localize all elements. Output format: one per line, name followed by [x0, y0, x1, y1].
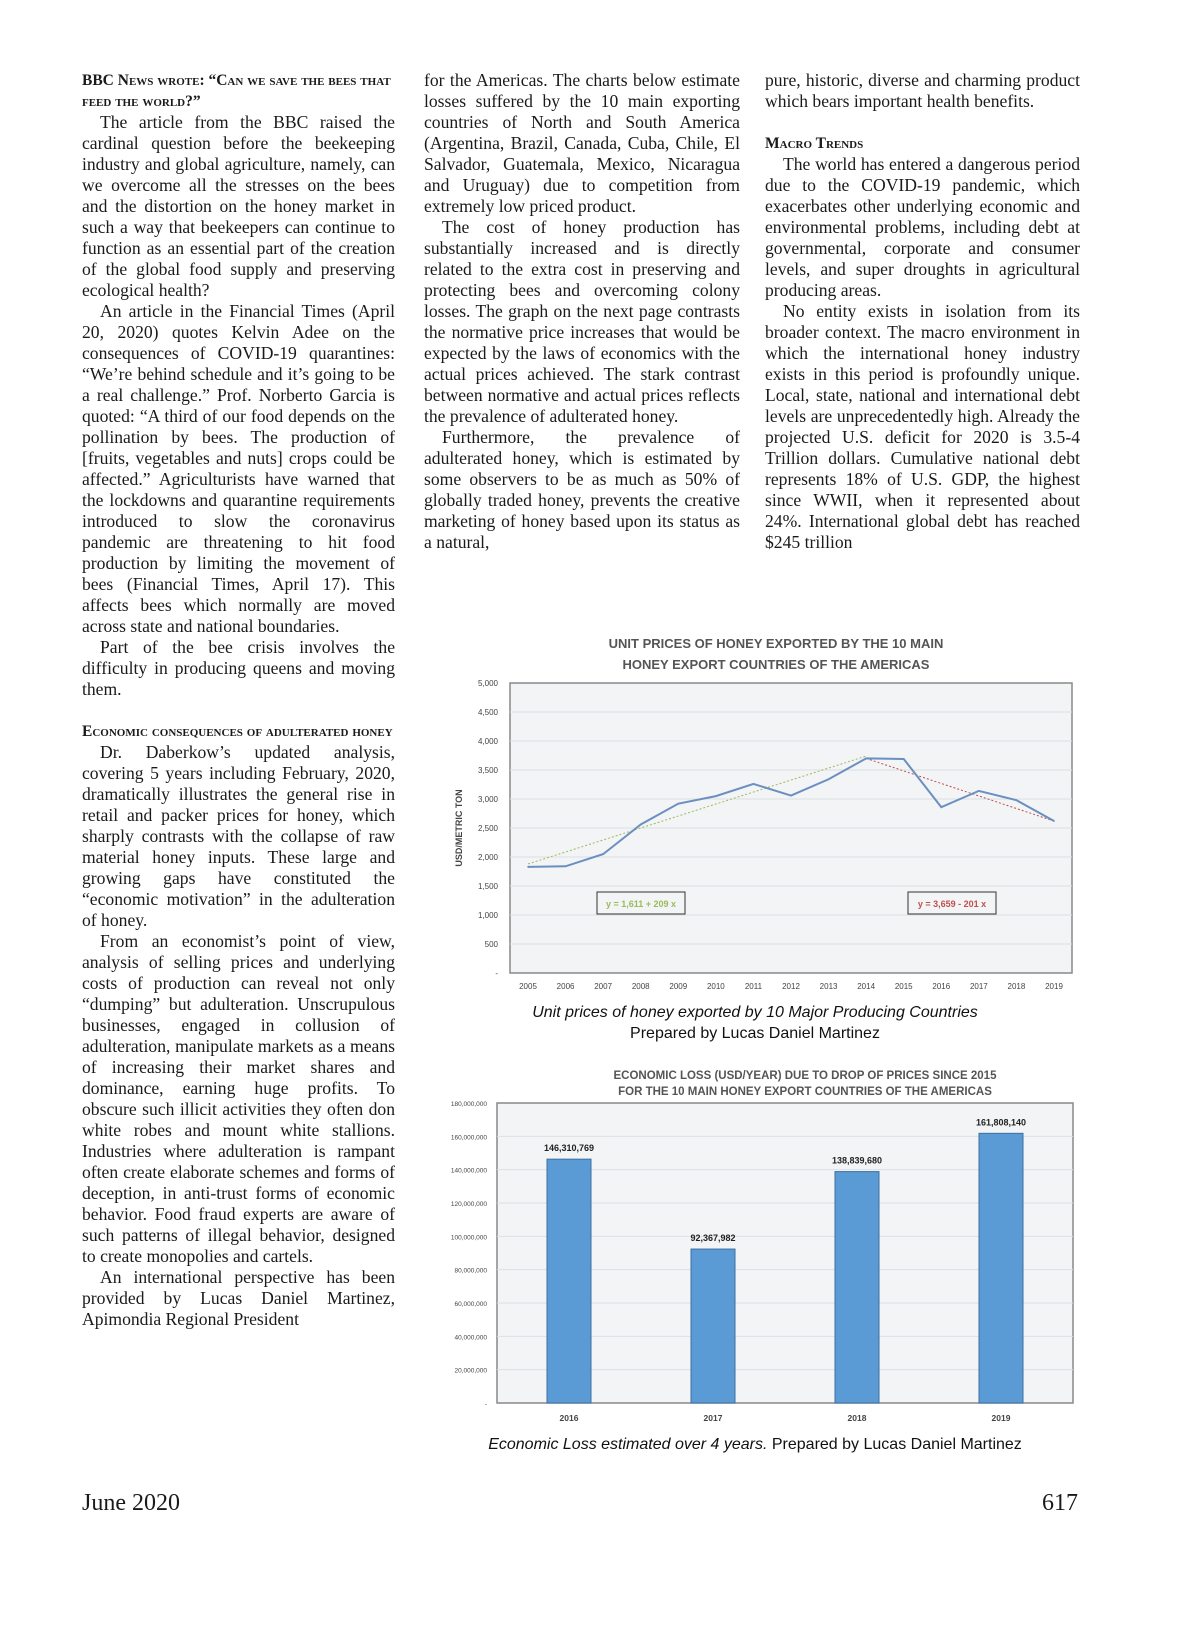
section-heading: Economic consequences of adulterated honey: [82, 723, 393, 740]
paragraph: An article in the Financial Times (April 20, 2020) quotes Kelvin Adee on the consequences of COVID-19 quarantines: “We’re behind schedule and it’s going to be a real challenge.” Prof. Norberto Garcia is quoted: “A third of our food depends on the pollination by bees. The production of [fruits, vegetables and nuts] crops could be affected.” Agriculturists have warned that the lockdowns and quarantine requirements introduced to slow the coronavirus pandemic are threatening to hit food production by limiting the movement of bees (Financial Times, April 17). This affects bees which normally are moved across state and national boundaries.: [82, 301, 395, 636]
data-point: [790, 795, 792, 797]
chart-title: ECONOMIC LOSS (USD/YEAR) DUE TO DROP OF PRICES SINCE 2015: [613, 1070, 997, 1082]
y-tick-label: 1,500: [477, 882, 498, 891]
y-tick-label: 500: [484, 940, 498, 949]
text-column-1: [82, 70, 395, 1330]
y-tick-label: 2,500: [477, 824, 498, 833]
paragraph: An international perspective has been provided by Lucas Daniel Martinez, Apimondia Regional President: [82, 1267, 395, 1329]
chart-title: HONEY EXPORT COUNTRIES OF THE AMERICAS: [622, 657, 930, 672]
x-tick-label: 2009: [669, 982, 688, 991]
y-tick-label: 3,000: [477, 795, 498, 804]
y-tick-label: 20,000,000: [454, 1367, 487, 1375]
data-point: [1016, 799, 1018, 801]
section-heading: Macro Trends: [765, 135, 864, 152]
data-point: [527, 866, 529, 868]
footer-date: June 2020: [82, 1490, 180, 1516]
bar-value-label: 161,808,140: [975, 1117, 1027, 1128]
section-heading: BBC News wrote: “Can we save the bees that feed the world?”: [82, 72, 391, 110]
y-tick-label: 5,000: [477, 679, 498, 688]
paragraph: for the Americas. The charts below estimate losses suffered by the 10 main exporting countries of North and South America (Argentina, Brazil, Canada, Cuba, Chile, El Salvador, Guatemala, Mexico, Nicaragua and Uruguay) due to competition from extremely low priced product.: [424, 70, 740, 216]
x-tick-label: 2018: [1007, 982, 1026, 991]
x-tick-label: 2008: [631, 982, 650, 991]
x-tick-label: 2017: [703, 1413, 723, 1423]
y-tick-label: 3,500: [477, 766, 498, 775]
x-tick-label: 2005: [519, 982, 537, 991]
y-tick-label: 120,000,000: [450, 1201, 487, 1208]
trendline-equation: y = 3,659 - 201 x: [917, 899, 987, 909]
y-tick-label: 140,000,000: [450, 1167, 487, 1175]
y-tick-label: 4,000: [477, 737, 498, 746]
data-point: [1053, 820, 1055, 822]
y-tick-label: 2,000: [477, 853, 498, 862]
y-tick-label: 160,000,000: [450, 1134, 487, 1142]
chart2-caption: [440, 1434, 1070, 1455]
paragraph: The world has entered a dangerous period due to the COVID-19 pandemic, which exacerbates other underlying economic and environmental problems, including debt at governmental, corporate and consumer levels, and super droughts in agricultural producing areas.: [765, 154, 1080, 300]
x-tick-label: 2018: [847, 1413, 867, 1423]
x-tick-label: 2017: [969, 982, 988, 991]
data-point: [903, 758, 905, 760]
text-column-2: [424, 70, 740, 553]
y-tick-label: 100,000,000: [450, 1234, 487, 1242]
data-point: [715, 795, 717, 797]
economic-loss-bar-chart: [430, 1060, 1090, 1430]
x-tick-label: 2016: [932, 982, 951, 991]
bar: [979, 1133, 1023, 1403]
trendline-equation: y = 1,611 + 209 x: [605, 899, 677, 909]
paragraph: pure, historic, diverse and charming product which bears important health benefits.: [765, 70, 1080, 111]
paragraph: No entity exists in isolation from its broader context. The macro environment in which the international honey industry exists in this period is profoundly unique. Local, state, national and international debt levels are unprecedentedly high. Already the projected U.S. deficit for 2020 is 3.5-4 Trillion dollars. Cumulative national debt represents 18% of U.S. GDP, the highest since WWII, when it represented about 24%. International global debt has reached $245 trillion: [765, 301, 1080, 552]
x-tick-label: 2013: [819, 982, 838, 991]
bar: [835, 1172, 879, 1403]
bar: [547, 1159, 591, 1403]
y-tick-label: -: [484, 1401, 487, 1408]
x-tick-label: 2007: [594, 982, 613, 991]
y-tick-label: 1,000: [477, 911, 498, 920]
chart1-caption-line2: Prepared by Lucas Daniel Martinez: [630, 1025, 880, 1042]
paragraph: The cost of honey production has substantially increased and is directly related to the extra cost in preserving and protecting bees and overcoming colony losses. The graph on the next page contrasts the normative price increases that would be expected by the laws of economics with the actual prices achieved. The stark contrast between normative and actual prices reflects the prevalence of adulterated honey.: [424, 217, 740, 426]
paragraph: From an economist’s point of view, analysis of selling prices and underlying costs of production can reveal not only “dumping” but adulteration. Unscrupulous businesses, engaged in collusion of adulteration, manipulate markets as a means of increasing their market shares and dominance, earning huge profits. To obscure such illicit activities they often don white robes and mount white stallions. Industries where adulteration is rampant often create elaborate schemes and forms of deception, in anti-trust forms of economic behavior. Food fraud experts are aware of such patterns of illegal behavior, designed to create monopolies and cartels.: [82, 931, 395, 1266]
chart2-caption-plain: Prepared by Lucas Daniel Martinez: [767, 1436, 1022, 1453]
chart2-caption-italic: Economic Loss estimated over 4 years.: [488, 1436, 768, 1453]
x-tick-label: 2006: [556, 982, 575, 991]
y-tick-label: 4,500: [477, 708, 498, 717]
x-tick-label: 2019: [1045, 982, 1063, 991]
chart1-caption-line1: Unit prices of honey exported by 10 Major Producing Countries: [532, 1004, 978, 1021]
y-tick-label: 60,000,000: [454, 1301, 487, 1308]
data-point: [602, 853, 604, 855]
bar-value-label: 138,839,680: [831, 1155, 883, 1166]
x-tick-label: 2016: [559, 1413, 579, 1423]
y-axis-label: USD/METRIC TON: [454, 789, 464, 867]
y-tick-label: 180,000,000: [450, 1101, 487, 1108]
bar-value-label: 92,367,982: [690, 1233, 736, 1244]
footer-page-number: 617: [1042, 1490, 1078, 1516]
x-tick-label: 2019: [991, 1413, 1011, 1423]
text-column-3: [765, 70, 1080, 553]
data-point: [640, 824, 642, 826]
data-point: [677, 803, 679, 805]
data-point: [940, 806, 942, 808]
chart1-caption: [440, 1002, 1070, 1044]
data-point: [828, 778, 830, 780]
unit-price-line-chart: [440, 628, 1090, 998]
bar-value-label: 146,310,769: [543, 1143, 595, 1154]
y-tick-label: 40,000,000: [454, 1334, 487, 1342]
x-tick-label: 2015: [894, 982, 913, 991]
paragraph: Furthermore, the prevalence of adulterated honey, which is estimated by some observers to be as much as 50% of globally traded honey, prevents the creative marketing of honey based upon its status as a natural,: [424, 427, 740, 552]
data-point: [753, 783, 755, 785]
y-tick-label: -: [495, 969, 498, 978]
paragraph: Dr. Daberkow’s updated analysis, covering 5 years including February, 2020, dramatically illustrates the general rise in retail and packer prices for honey, which sharply contrasts with the collapse of raw material honey inputs. These large and growing gaps have constituted the “economic motivation” in the adulteration of honey.: [82, 742, 395, 930]
paragraph: The article from the BBC raised the cardinal question before the beekeeping industry and global agriculture, namely, can we overcome all the stresses on the bees and the distortion on the honey market in such a way that beekeepers can continue to function as an essential part of the creation of the global food supply and preserving ecological health?: [82, 112, 395, 300]
chart-title: FOR THE 10 MAIN HONEY EXPORT COUNTRIES OF THE AMERICAS: [618, 1086, 992, 1098]
chart-title: UNIT PRICES OF HONEY EXPORTED BY THE 10 MAIN: [608, 636, 944, 651]
paragraph: Part of the bee crisis involves the difficulty in producing queens and moving them.: [82, 637, 395, 699]
x-tick-label: 2012: [782, 982, 800, 991]
bar: [691, 1249, 735, 1403]
x-tick-label: 2014: [857, 982, 876, 991]
data-point: [565, 865, 567, 867]
data-point: [865, 758, 867, 760]
data-point: [978, 790, 980, 792]
x-tick-label: 2011: [744, 982, 763, 991]
x-tick-label: 2010: [706, 982, 725, 991]
y-tick-label: 80,000,000: [454, 1267, 487, 1275]
